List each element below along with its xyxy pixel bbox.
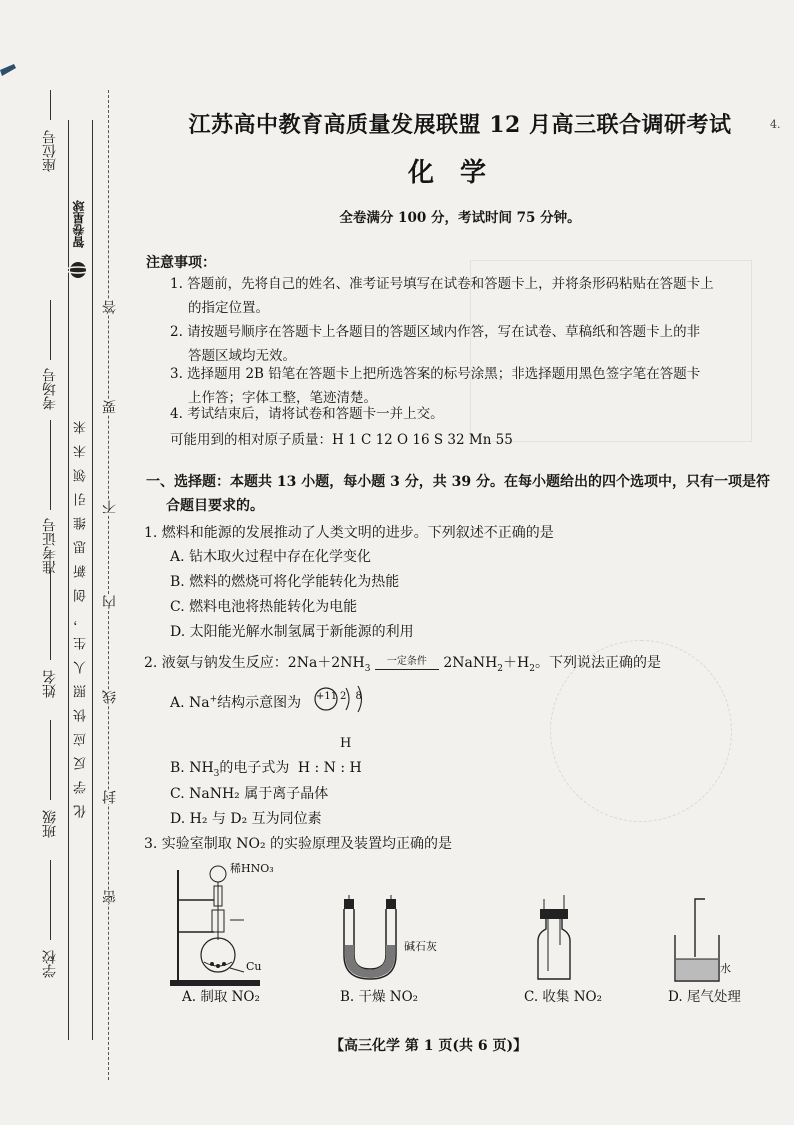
bleed-through [550,640,732,822]
q1-option: C. 燃料电池将热能转化为电能 [170,599,358,615]
subject-title: 化学 [407,158,512,188]
note-line: 的指定位置。 [188,300,269,316]
section-heading [146,470,776,518]
q2-stem-part: 2NaNH [443,655,498,671]
lewis-structure: H : N : H [297,760,362,776]
scan-mark-icon [0,60,20,90]
atomic-mass-line: 可能用到的相对原子质量：H 1 C 12 O 16 S 32 Mn 55 [170,432,513,448]
note-line: 答题区域均无效。 [188,348,296,364]
seal-line [108,90,109,1080]
label-seat: 座位号 [42,130,58,172]
q1-option: B. 燃料的燃烧可将化学能转化为热能 [170,574,400,590]
q1-stem: 1. 燃料和能源的发展推动了人类文明的进步。下列叙述不正确的是 [144,525,554,541]
seal-word: 答 [102,300,118,314]
seal-word: 不 [102,500,118,514]
subscript: 2 [529,663,535,674]
section-heading-line: 一、选择题：本题共 13 小题，每小题 3 分，共 39 分。在每小题给出的四个选项中，只有一项是符 [146,474,770,490]
brand-name: 智卷星球 [72,200,86,248]
note-line: 3. 选择题用 2B 铅笔在答题卡上把所选答案的标号涂黑；非选择题用黑色签字笔在答题卡 [170,366,701,382]
caption-a: A. 制取 NO₂ [182,989,260,1005]
q2-option-b [170,757,362,779]
q2-option-c: C. NaNH₂ 属于离子晶体 [170,786,329,802]
q2-option-text: 结构示意图为 [217,695,302,711]
reaction-condition: 一定条件 [386,655,427,667]
subscript: 3 [213,768,220,779]
brand-logo [60,200,96,280]
q2-option-text: A. Na [170,695,210,711]
q2-stem-part: ＋H [503,655,530,671]
school-line [50,860,51,940]
arrow-line [375,669,439,670]
page-corner-text: 4. [770,118,781,131]
label-room: 考场号 [42,368,58,410]
subscript: 3 [364,663,371,674]
q2-option-text: B. NH [170,760,214,776]
note-line: 4. 考试结束后，请将试卷和答题卡一并上交。 [170,406,444,422]
q1-option: D. 太阳能光解水制氢属于新能源的利用 [170,624,414,640]
label-soda-lime: 碱石灰 [404,940,437,953]
seal-word: 封 [102,790,118,804]
room-line [50,300,51,360]
ion-shell-label: 2 8 [340,691,362,702]
section-heading-line: 合题目要求的。 [166,498,264,514]
q2-option-text: 的电子式为 [219,760,290,776]
subscript: 2 [497,663,504,674]
ion-nucleus-label: +11 [316,691,338,702]
apparatus-c-drawing [530,895,590,985]
label-class: 班级 [42,810,58,838]
label-dilute-acid: 稀HNO₃ [230,862,274,875]
caption-d: D. 尾气处理 [668,989,741,1005]
exam-title: 江苏高中教育高质量发展联盟 12 月高三联合调研考试 [188,112,732,138]
bleed-through [470,260,752,442]
seal-word: 内 [102,595,118,609]
page-footer: 【高三化学 第 1 页(共 6 页)】 [330,1038,528,1054]
note-line: 2. 请按题号顺序在答题卡上各题目的答题区域内作答，写在试卷、草稿纸和答题卡上的非 [170,324,701,340]
q2-option-a [170,692,301,712]
motto: 化学反应快照人生，创新思维引领未来 [74,410,89,818]
seat-line [50,90,51,120]
label-water: 水 [720,962,731,975]
q1-option: A. 钻木取火过程中存在化学变化 [170,549,372,565]
label-school: 学校 [42,950,58,978]
reaction-arrow [375,657,439,670]
name-line [50,570,51,660]
q2-option-d: D. H₂ 与 D₂ 互为同位素 [170,811,322,827]
caption-b: B. 干燥 NO₂ [340,989,419,1005]
class-line [50,720,51,800]
q3-stem: 3. 实验室制取 NO₂ 的实验原理及装置均正确的是 [144,836,453,852]
note-line: 1. 答题前，先将自己的姓名、准考证号填写在试卷和答题卡上，并将条形码粘贴在答题卡上 [170,276,714,292]
seal-word: 密 [102,890,118,904]
label-name: 姓名 [42,670,58,698]
notes-heading: 注意事项： [146,255,216,271]
seal-word: 线 [102,690,118,704]
label-copper: Cu [246,960,262,973]
q2-stem-part: 2. 液氨与钠发生反应：2Na＋2NH [144,655,365,671]
note-line: 上作答；字体工整，笔迹清楚。 [188,390,377,406]
seal-word: 要 [102,400,118,414]
caption-c: C. 收集 NO₂ [524,989,603,1005]
ticket-line [50,420,51,510]
q2-stem-part: 。下列说法正确的是 [534,655,661,671]
lewis-top-h: H [340,736,352,751]
superscript: + [209,694,218,705]
label-ticket: 准考证号 [42,518,58,574]
apparatus-a-drawing [170,860,280,990]
exam-info: 全卷满分 100 分，考试时间 75 分钟。 [339,210,581,226]
